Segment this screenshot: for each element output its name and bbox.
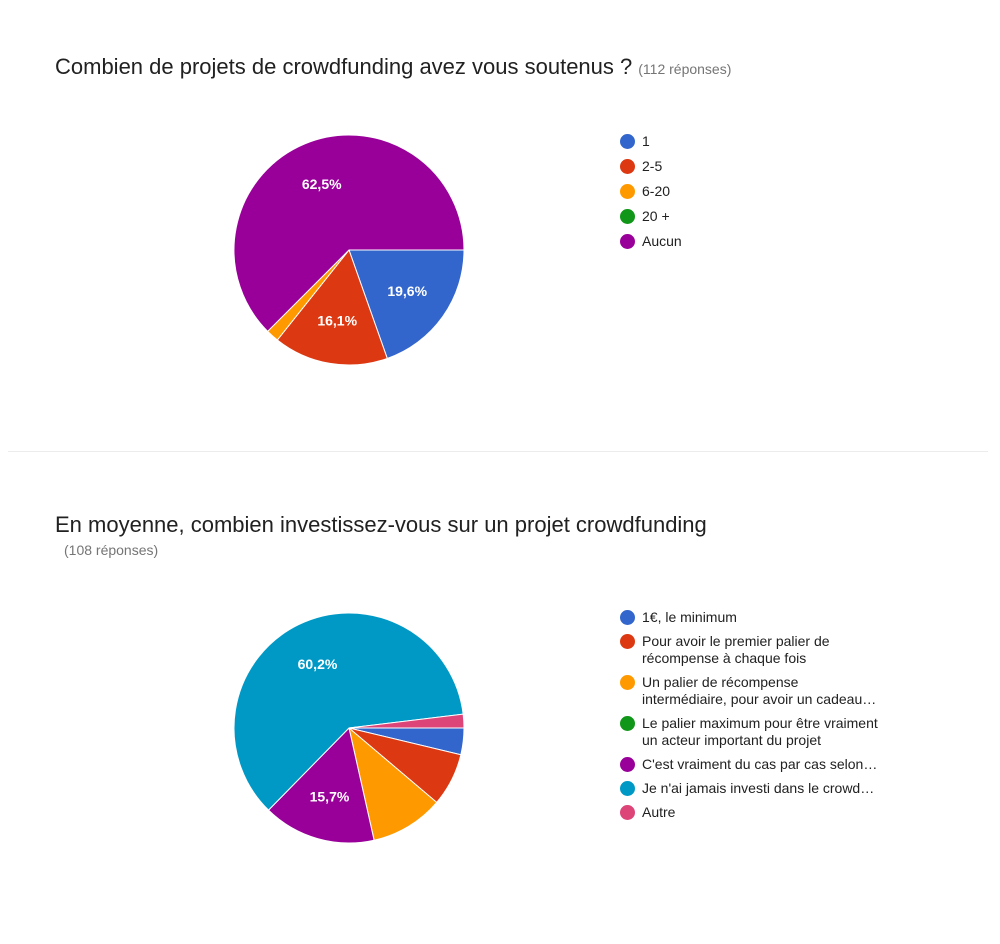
legend-label: Autre xyxy=(642,804,676,820)
legend-swatch-icon xyxy=(620,209,635,224)
legend-label: 1 xyxy=(642,133,650,149)
legend-label: Pour avoir le premier palier de récompense à chaque fois xyxy=(642,633,830,666)
legend-swatch-icon xyxy=(620,634,635,649)
legend-swatch-icon xyxy=(620,757,635,772)
question-card-2 xyxy=(0,452,1000,944)
legend-item-c-est-vraiment-du-cas-par-cas-selon[interactable] xyxy=(620,756,932,773)
legend-item-6-20[interactable] xyxy=(620,183,942,200)
legend-swatch-icon xyxy=(620,716,635,731)
pie-slice-label: 62,5% xyxy=(301,176,342,193)
legend-item-1[interactable] xyxy=(620,133,942,150)
legend-1 xyxy=(620,133,942,258)
legend-label: Aucun xyxy=(642,233,682,249)
legend-swatch-icon xyxy=(620,610,635,625)
legend-swatch-icon xyxy=(620,184,635,199)
legend-item-1-le-minimum[interactable] xyxy=(620,609,932,626)
legend-label: Je n'ai jamais investi dans le crowd… xyxy=(642,780,875,796)
response-count-1: (112 réponses) xyxy=(638,61,732,77)
legend-swatch-icon xyxy=(620,781,635,796)
legend-label: Le palier maximum pour être vraiment un acteur important du projet xyxy=(642,715,878,748)
pie-slice-label: 15,7% xyxy=(309,788,350,805)
legend-item-le-palier-maximum-pour-etre-vraiment[interactable] xyxy=(620,715,932,749)
legend-swatch-icon xyxy=(620,134,635,149)
pie-slice-label: 60,2% xyxy=(297,656,338,673)
pie-slice-label: 16,1% xyxy=(317,312,358,329)
legend-label: Un palier de récompense intermédiaire, pour avoir un cadeau… xyxy=(642,674,877,707)
legend-label: 2-5 xyxy=(642,158,663,174)
legend-swatch-icon xyxy=(620,159,635,174)
legend-item-je-n-ai-jamais-investi-dans-le-crowd[interactable] xyxy=(620,780,932,797)
legend-item-20[interactable] xyxy=(620,208,942,225)
legend-item-aucun[interactable] xyxy=(620,233,942,250)
legend-label: 20 + xyxy=(642,208,670,224)
legend-label: C'est vraiment du cas par cas selon… xyxy=(642,756,878,772)
legend-swatch-icon xyxy=(620,234,635,249)
response-count-2: (108 réponses) xyxy=(64,542,159,558)
question-title-2: En moyenne, combien investissez-vous sur un projet crowdfunding xyxy=(55,512,707,537)
legend-label: 1€, le minimum xyxy=(642,609,737,625)
legend-item-un-palier-de-recompense[interactable] xyxy=(620,674,932,708)
legend-item-2-5[interactable] xyxy=(620,158,942,175)
legend-label: 6-20 xyxy=(642,183,671,199)
question-card-1 xyxy=(0,0,1000,452)
question-title-text: Combien de projets de crowdfunding avez vous soutenus ? xyxy=(55,54,633,79)
legend-item-autre[interactable] xyxy=(620,804,932,821)
legend-2 xyxy=(620,609,932,828)
legend-item-pour-avoir-le-premier-palier-de[interactable] xyxy=(620,633,932,667)
legend-swatch-icon xyxy=(620,805,635,820)
pie-slice-label: 19,6% xyxy=(387,283,428,300)
legend-swatch-icon xyxy=(620,675,635,690)
